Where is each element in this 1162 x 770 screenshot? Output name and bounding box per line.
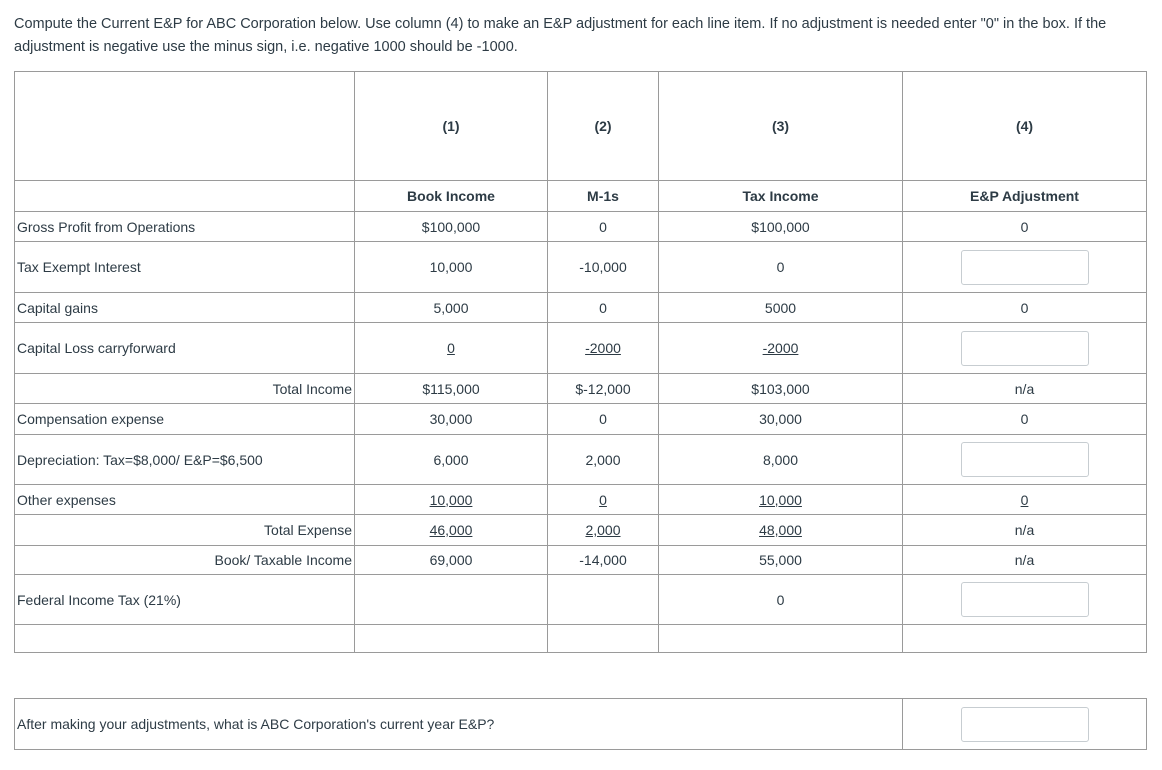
row-label: Gross Profit from Operations: [15, 212, 355, 242]
row-compensation-expense: [15, 404, 1147, 435]
current-ep-input[interactable]: [961, 707, 1089, 742]
book-income-value: 5,000: [355, 293, 548, 323]
ep-adjustment-input-capital-loss[interactable]: [961, 331, 1089, 366]
tax-income-value: 10,000: [659, 485, 903, 515]
book-income-value: 30,000: [355, 404, 548, 435]
row-book-taxable-income: [15, 546, 1147, 575]
current-ep-answer-cell: [903, 699, 1147, 750]
m1-value: 0: [548, 293, 659, 323]
m1-value: -2000: [548, 323, 659, 374]
empty-cell: [15, 625, 355, 653]
m1-value: 2,000: [548, 515, 659, 546]
ep-adjustment-input-depreciation[interactable]: [961, 442, 1089, 477]
ep-adjustment-input-federal-tax[interactable]: [961, 582, 1089, 617]
row-label: Book/ Taxable Income: [15, 546, 355, 575]
ep-adjustment-input-tax-exempt[interactable]: [961, 250, 1089, 285]
row-capital-gains: [15, 293, 1147, 323]
ep-adjustment-value: 0: [903, 404, 1147, 435]
header-tax-income: Tax Income: [659, 181, 903, 212]
book-income-value: 6,000: [355, 435, 548, 485]
m1-value: -10,000: [548, 242, 659, 293]
book-income-value: $100,000: [355, 212, 548, 242]
row-label: Capital gains: [15, 293, 355, 323]
book-income-value: 69,000: [355, 546, 548, 575]
row-capital-loss-carryforward: [15, 323, 1147, 374]
empty-cell: [659, 625, 903, 653]
book-income-value: $115,000: [355, 374, 548, 404]
empty-cell: [903, 625, 1147, 653]
tax-income-value: 30,000: [659, 404, 903, 435]
row-depreciation: [15, 435, 1147, 485]
row-other-expenses: [15, 485, 1147, 515]
row-label: Capital Loss carryforward: [15, 323, 355, 374]
column-number-1: (1): [355, 72, 548, 181]
tax-income-value: 48,000: [659, 515, 903, 546]
row-label: Tax Exempt Interest: [15, 242, 355, 293]
tax-income-value: $100,000: [659, 212, 903, 242]
tax-income-value: 8,000: [659, 435, 903, 485]
ep-adjustment-value: n/a: [903, 515, 1147, 546]
row-label: Federal Income Tax (21%): [15, 575, 355, 625]
book-income-value: 0: [355, 323, 548, 374]
column-number-2: (2): [548, 72, 659, 181]
current-ep-question-table: [14, 698, 1147, 750]
m1-value: $-12,000: [548, 374, 659, 404]
row-total-expense: [15, 515, 1147, 546]
ep-adjustment-cell: [903, 323, 1147, 374]
ep-adjustment-cell: [903, 575, 1147, 625]
row-total-income: [15, 374, 1147, 404]
ep-adjustment-value: 0: [903, 293, 1147, 323]
book-income-value: 10,000: [355, 485, 548, 515]
tax-income-value: 0: [659, 242, 903, 293]
row-label: Compensation expense: [15, 404, 355, 435]
row-gross-profit: [15, 212, 1147, 242]
ep-adjustment-value: 0: [903, 485, 1147, 515]
m1-value: -14,000: [548, 546, 659, 575]
header-ep-adjustment: E&P Adjustment: [903, 181, 1147, 212]
book-income-value: 10,000: [355, 242, 548, 293]
tax-income-value: -2000: [659, 323, 903, 374]
ep-adjustment-cell: [903, 435, 1147, 485]
row-label: Total Expense: [15, 515, 355, 546]
book-income-value: 46,000: [355, 515, 548, 546]
row-label: Other expenses: [15, 485, 355, 515]
row-blank: [15, 625, 1147, 653]
tax-income-value: 5000: [659, 293, 903, 323]
row-label: Total Income: [15, 374, 355, 404]
header-m1s: M-1s: [548, 181, 659, 212]
empty-cell: [15, 181, 355, 212]
current-ep-question: After making your adjustments, what is ABC Corporation's current year E&P?: [15, 699, 903, 750]
tax-income-value: $103,000: [659, 374, 903, 404]
ep-adjustment-value: n/a: [903, 374, 1147, 404]
ep-adjustment-value: 0: [903, 212, 1147, 242]
m1-value: 0: [548, 212, 659, 242]
empty-cell: [15, 72, 355, 181]
row-tax-exempt-interest: [15, 242, 1147, 293]
tax-income-value: 0: [659, 575, 903, 625]
m1-value: 0: [548, 485, 659, 515]
book-income-value: [355, 575, 548, 625]
m1-value: 2,000: [548, 435, 659, 485]
tax-income-value: 55,000: [659, 546, 903, 575]
m1-value: 0: [548, 404, 659, 435]
row-federal-income-tax: [15, 575, 1147, 625]
ep-adjustment-cell: [903, 242, 1147, 293]
row-label: Depreciation: Tax=$8,000/ E&P=$6,500: [15, 435, 355, 485]
empty-cell: [355, 625, 548, 653]
ep-adjustment-value: n/a: [903, 546, 1147, 575]
column-number-4: (4): [903, 72, 1147, 181]
column-number-row: [15, 72, 1147, 181]
header-book-income: Book Income: [355, 181, 548, 212]
instructions-text: Compute the Current E&P for ABC Corporation below. Use column (4) to make an E&P adjustment for each line item. If no adjustment is needed enter "0" in the box. If the adjustment is negative use the minus sign, i.e. negative 1000 should be -1000.: [14, 16, 1107, 55]
ep-computation-table: [14, 71, 1147, 653]
empty-cell: [548, 625, 659, 653]
column-number-3: (3): [659, 72, 903, 181]
m1-value: [548, 575, 659, 625]
column-header-row: [15, 181, 1147, 212]
